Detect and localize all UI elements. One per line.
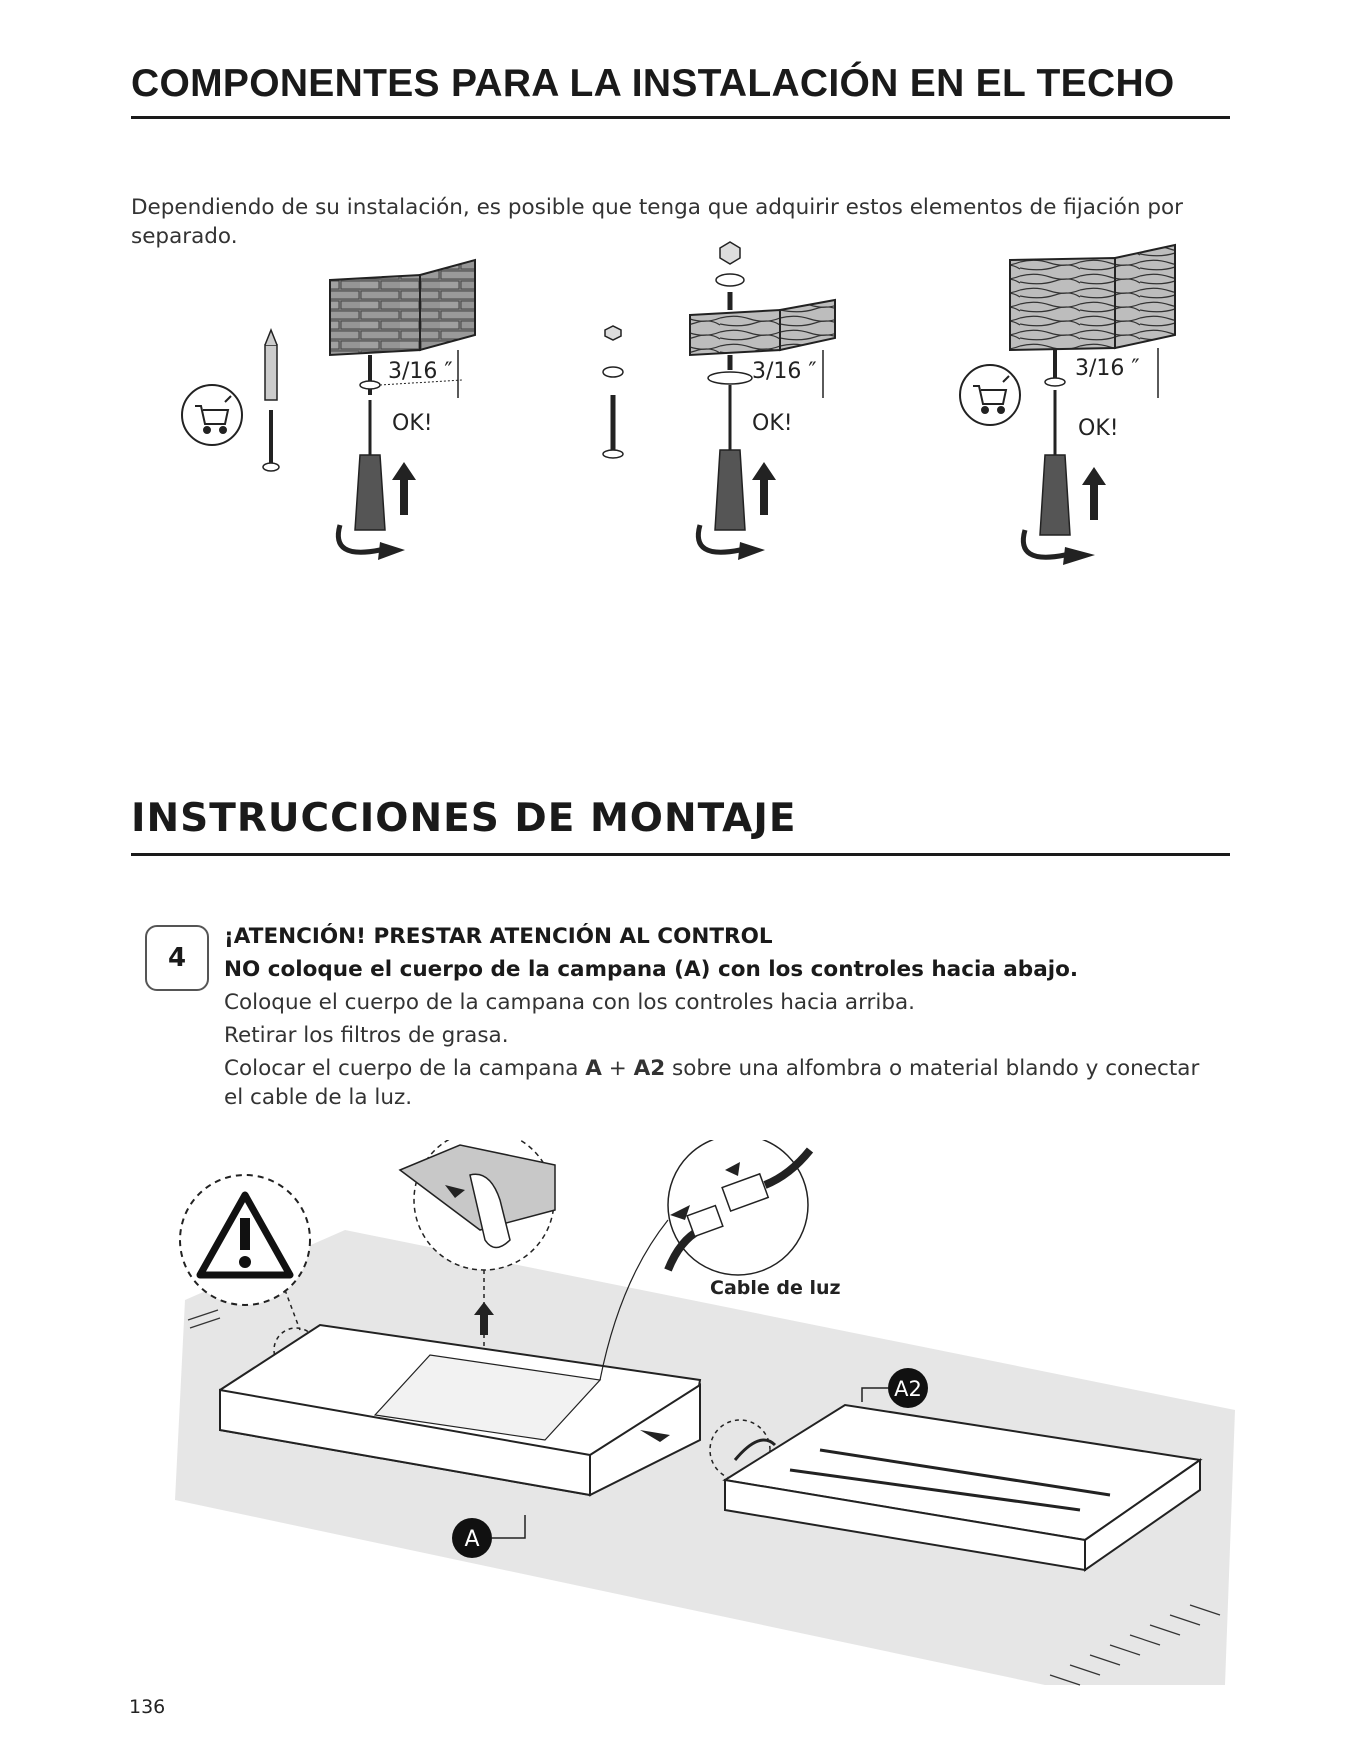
- page-number: 136: [129, 1696, 166, 1718]
- instruction-line-2: Retirar los filtros de grasa.: [224, 1023, 509, 1048]
- instruction-line-1: Coloque el cuerpo de la campana con los controles hacia arriba.: [224, 990, 916, 1015]
- warning-heading: ¡ATENCIÓN! PRESTAR ATENCIÓN AL CONTROL: [224, 924, 773, 949]
- fixing-solid-wood: [960, 245, 1175, 565]
- ok-label-2: OK!: [752, 411, 793, 436]
- title-underline: [131, 116, 1230, 119]
- ok-label-3: OK!: [1078, 416, 1119, 441]
- assembly-illustration: [0, 1140, 1361, 1700]
- measure-label-1: 3/16 ″: [388, 359, 453, 384]
- intro-text: Dependiendo de su instalación, es posible que tenga que adquirir estos elementos de fijación por separado.: [131, 195, 1183, 249]
- label-a: A: [464, 1527, 480, 1552]
- wall-plug-icon: [265, 330, 277, 400]
- instruction-line-3: Colocar el cuerpo de la campana A + A2 sobre una alfombra o material blando y conectar el cable de la luz.: [224, 1056, 1200, 1110]
- cable-detail: [668, 1140, 810, 1275]
- label-a2: A2: [894, 1377, 922, 1401]
- fixings-illustration: [0, 230, 1361, 580]
- step-4-text: [224, 920, 1224, 1112]
- cart-icon: [960, 365, 1020, 425]
- cable-label: Cable de luz: [710, 1277, 841, 1299]
- warning-detail: NO coloque el cuerpo de la campana (A) con los controles hacia abajo.: [224, 957, 1079, 982]
- section-title-assembly: INSTRUCCIONES DE MONTAJE: [131, 796, 797, 841]
- title-underline-2: [131, 853, 1230, 856]
- step-number-badge: 4: [145, 925, 209, 991]
- fixing-wood-beam: [603, 242, 835, 560]
- warning-icon: [180, 1175, 310, 1305]
- measure-label-2: 3/16 ″: [752, 359, 817, 384]
- screw-icon: [263, 410, 279, 471]
- ok-label-1: OK!: [392, 411, 433, 436]
- section-title-ceiling-components: COMPONENTES PARA LA INSTALACIÓN EN EL TECHO: [131, 62, 1175, 105]
- cart-icon: [182, 385, 242, 445]
- fixing-brick: [182, 260, 475, 560]
- measure-label-3: 3/16 ″: [1075, 356, 1140, 381]
- screw-set-icon: [603, 326, 623, 458]
